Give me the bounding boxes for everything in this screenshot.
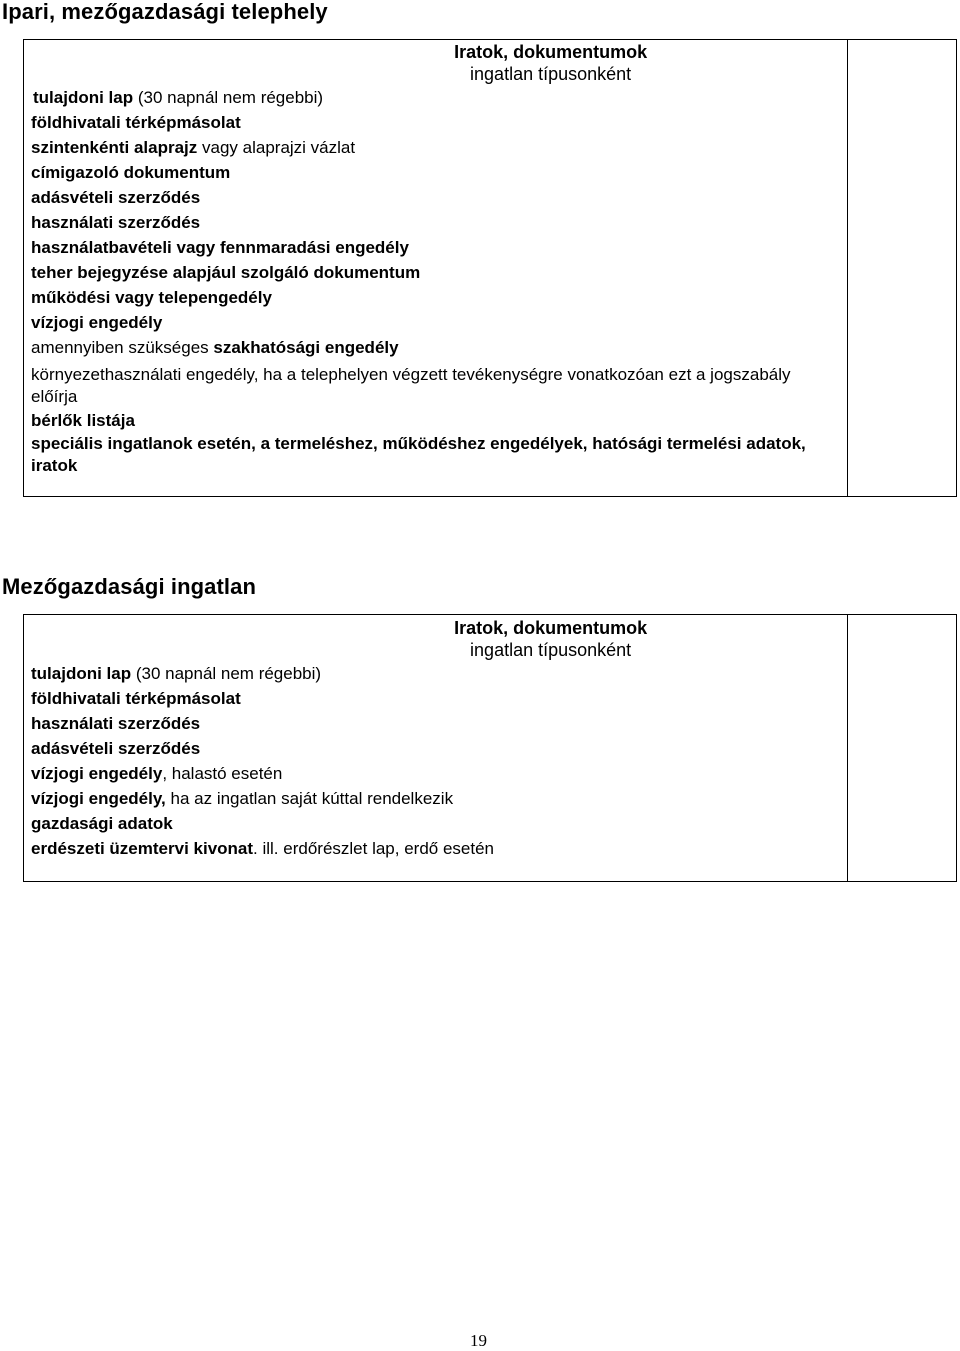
item-bold: gazdasági adatok — [31, 814, 173, 833]
item-bold: adásvételi szerződés — [31, 739, 201, 758]
list-item — [24, 135, 847, 160]
list-item — [24, 85, 847, 110]
item-rest: (30 napnál nem régebbi) — [131, 664, 322, 683]
item-bold: tulajdoni lap — [31, 664, 132, 683]
item-bold: címigazoló dokumentum — [31, 163, 231, 182]
list-item — [24, 285, 847, 310]
list-item — [24, 786, 847, 811]
item-bold: használati szerződés — [31, 213, 201, 232]
item-bold: adásvételi szerződés — [31, 188, 201, 207]
document-list — [24, 661, 847, 881]
list-item — [24, 736, 847, 761]
item-bold: tulajdoni lap — [33, 88, 134, 107]
item-bold: használatbavételi vagy fennmaradási engedély — [31, 238, 409, 257]
list-item — [24, 836, 847, 861]
list-item — [24, 686, 847, 711]
header-subtitle: ingatlan típusonként — [470, 640, 632, 660]
item-bold: teher bejegyzése alapjául szolgáló dokumentum — [31, 263, 421, 282]
documents-cell — [24, 40, 848, 497]
document-list — [24, 85, 847, 496]
list-item — [24, 433, 847, 477]
item-bold: földhivatali térképmásolat — [31, 113, 241, 132]
item-text: környezethasználati engedély, ha a telephelyen végzett tevékenységre vonatkozóan ezt a jogszabály előírja — [31, 365, 791, 406]
item-bold: erdészeti üzemtervi kivonat — [31, 839, 254, 858]
item-bold: vízjogi engedély, — [31, 789, 166, 808]
item-rest: , halastó esetén — [162, 764, 283, 783]
list-item — [24, 110, 847, 135]
item-bold: speciális ingatlanok esetén, a termeléshez, működéshez engedélyek, hatósági termelési adatok, iratok — [31, 434, 806, 475]
header-subtitle: ingatlan típusonként — [470, 64, 632, 84]
item-bold: földhivatali térképmásolat — [31, 689, 241, 708]
documents-table-industrial — [23, 39, 957, 497]
item-pre: amennyiben szükséges — [31, 338, 214, 357]
item-rest: ha az ingatlan saját kúttal rendelkezik — [165, 789, 454, 808]
item-rest: . ill. erdőrészlet lap, erdő esetén — [253, 839, 494, 858]
header-title: Iratok, dokumentumok — [454, 618, 648, 638]
list-item — [24, 160, 847, 185]
item-rest: (30 napnál nem régebbi) — [133, 88, 324, 107]
table-header — [254, 615, 847, 661]
item-rest: vagy alaprajzi vázlat — [197, 138, 356, 157]
list-item — [24, 260, 847, 285]
list-item — [24, 335, 847, 360]
item-bold: szakhatósági engedély — [213, 338, 399, 357]
item-bold: bérlők listája — [31, 411, 135, 430]
page-number: 19 — [470, 1331, 487, 1350]
list-item — [24, 210, 847, 235]
item-bold: szintenkénti alaprajz — [31, 138, 198, 157]
item-bold: vízjogi engedély — [31, 764, 163, 783]
list-item — [24, 711, 847, 736]
section-title-agricultural: Mezőgazdasági ingatlan — [2, 574, 257, 599]
documents-cell — [24, 615, 848, 882]
list-item — [24, 661, 847, 686]
documents-table-agricultural — [23, 614, 957, 882]
list-item — [24, 811, 847, 836]
item-bold: vízjogi engedély — [31, 313, 163, 332]
section-title-industrial: Ipari, mezőgazdasági telephely — [2, 0, 328, 24]
header-title: Iratok, dokumentumok — [454, 42, 648, 62]
list-item — [24, 408, 847, 433]
empty-side-cell — [848, 40, 957, 497]
empty-side-cell — [848, 615, 957, 882]
list-item — [24, 761, 847, 786]
list-item — [24, 235, 847, 260]
item-bold: használati szerződés — [31, 714, 201, 733]
item-bold: működési vagy telepengedély — [31, 288, 272, 307]
list-item — [24, 310, 847, 335]
list-item — [24, 185, 847, 210]
list-item — [24, 364, 847, 408]
table-header — [254, 40, 847, 85]
